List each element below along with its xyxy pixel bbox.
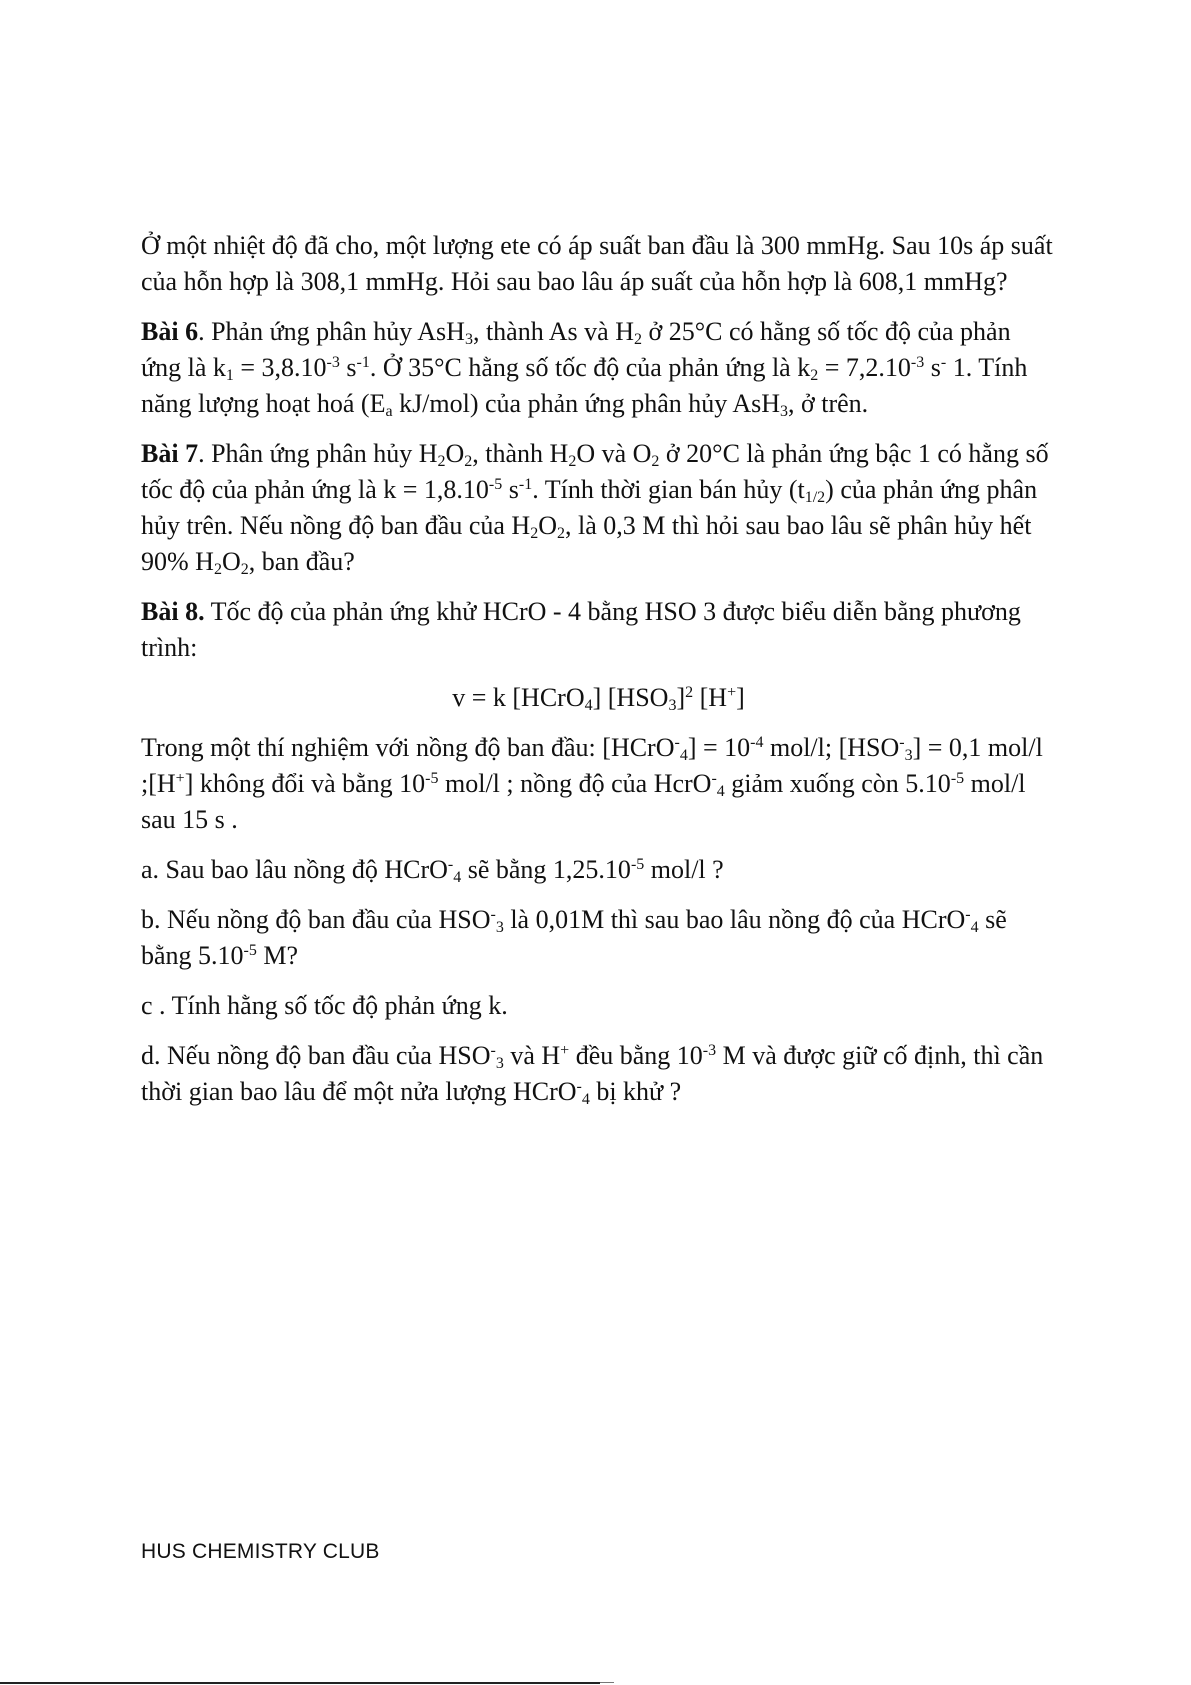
exercise-6: Bài 6. Phản ứng phân hủy AsH$_3$, thành As và $H_2$ ở 25°C có hằng số tốc độ của phản ứng là $k_1 = 3,8.10^{-3}$ $s^{-1}$. Ở 35°C hằng số tốc độ của phản ứng là $k_2 = 7,2.10^{-3}$ s- 1. Tính năng lượng hoạt hoá ($E_a$ kJ/mol) của phản ứng phân hủy AsH$_3$, ở trên.: [141, 317, 1028, 420]
question-b: b. Nếu nồng độ ban đầu của $HSO^-_3$ là 0,01M thì sau bao lâu nồng độ của HCrO-$_4$ sẽ bằng $5.10^{-5}$ M?: [141, 905, 1007, 970]
question-c: c . Tính hằng số tốc độ phản ứng k.: [141, 991, 508, 1020]
exercise-7: Bài 7. Phân ứng phân hủy $H_2O_2$, thành $H_2O$ và $O_2$ ở 20°C là phản ứng bậc 1 có hằng số tốc độ của phản ứng là $k = 1,8.10^{-5}$ $s^{-1}$. Tính thời gian bán hủy $(t_{1/2})$ của phản ứng phân hủy trên. Nếu nồng độ ban đầu của $H_2O_2$, là 0,3 M thì hỏi sau bao lâu sẽ phân hủy hết 90% $H_2O_2$, ban đầu?: [141, 439, 1049, 578]
exercise-7-label: Bài 7: [141, 439, 199, 468]
question-a: a. Sau bao lâu nồng độ HCrO-$_4$ sẽ bằng $1,25.10^{-5}$ mol/l ?: [141, 855, 724, 886]
exercise-8-label: Bài 8.: [141, 597, 205, 626]
footer-club-name: HUS CHEMISTRY CLUB: [141, 1540, 380, 1563]
bottom-divider: [0, 1682, 600, 1684]
question-d: d. Nếu nồng độ ban đầu của $HSO^-_3$ và H+ đều bằng $10^{-3}$ M và được giữ cố định, thì cần thời gian bao lâu để một nửa lượng HCrO-$_4$ bị khử ?: [141, 1041, 1044, 1108]
rate-equation: v = k [HCrO$_4$] $[HSO_3]^2$ [H+]: [452, 683, 745, 714]
intro-paragraph: Ở một nhiệt độ đã cho, một lượng ete có áp suất ban đầu là 300 mmHg. Sau 10s áp suất của hỗn hợp là 308,1 mmHg. Hỏi sau bao lâu áp suất của hỗn hợp là 608,1 mmHg?: [141, 231, 1053, 296]
exercise-6-label: Bài 6: [141, 317, 199, 346]
experiment-conditions: Trong một thí nghiệm với nồng độ ban đầu: [HCrO-$_4$] = $10^{-4}$ mol/l; $[HSO^-_3] = 0,1$ mol/l ;[H+] không đổi và bằng $10^{-5}$ mol/l ; nồng độ của HcrO-$_4$ giảm xuống còn $5.10^{-5}$ mol/l sau 15 s .: [141, 733, 1043, 834]
document-body: [141, 228, 1056, 1124]
exercise-8: Bài 8. Tốc độ của phản ứng khử HCrO - 4 bằng HSO 3 được biểu diễn bằng phương trình:: [141, 597, 1021, 662]
bottom-divider-end: [600, 1682, 614, 1683]
